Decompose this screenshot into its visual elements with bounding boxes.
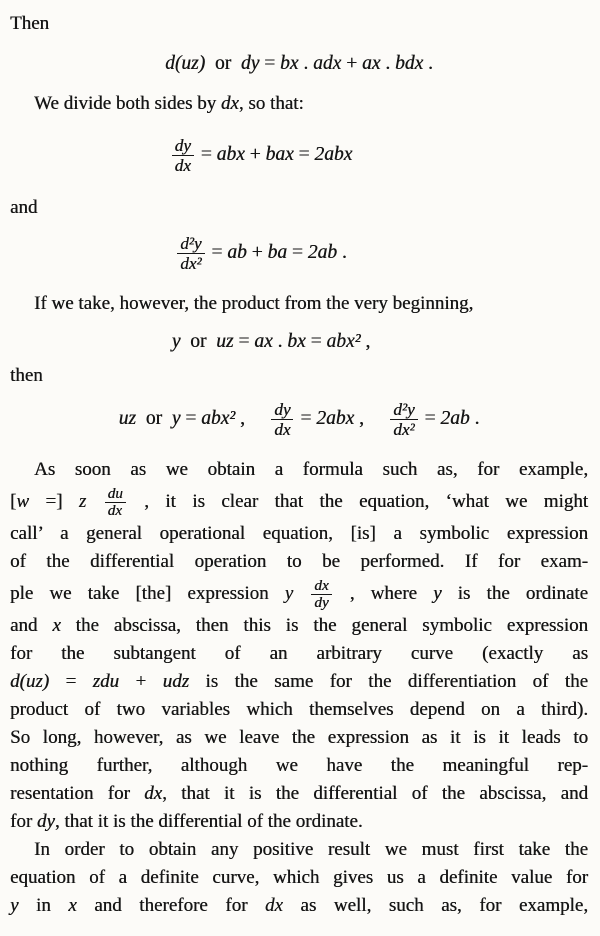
text-line xyxy=(10,520,588,548)
text-run: . xyxy=(272,331,288,352)
text-run: for the subtangent of an arbitrary curve (exactly as xyxy=(10,643,588,664)
text-line xyxy=(10,194,588,222)
math-variable: udz xyxy=(162,671,189,692)
text-run: . xyxy=(380,53,396,74)
text-run: then xyxy=(10,365,43,386)
fraction: $\frac{\text{d²y}}{\text{dx²}}$ xyxy=(388,400,419,439)
math-variable: adx xyxy=(313,53,342,74)
text-run: [ xyxy=(10,491,17,512)
text-line xyxy=(10,290,588,318)
text-line xyxy=(10,864,588,892)
text-run: + xyxy=(244,144,266,165)
text-line xyxy=(10,696,588,724)
text-run: , that it is the differential of the ordinate. xyxy=(54,811,363,832)
math-variable: z xyxy=(78,491,87,512)
math-variable: x xyxy=(68,895,77,916)
text-run: or xyxy=(180,331,217,352)
math-variable: abx xyxy=(216,144,245,165)
equation-line xyxy=(10,50,588,78)
text-line xyxy=(10,780,588,808)
text-line xyxy=(10,640,588,668)
fraction: $\frac{dy}{dx}$ xyxy=(269,400,295,439)
text-run: = xyxy=(180,408,202,429)
text-run: , that it is the differential of the abscissa, and xyxy=(162,783,589,804)
math-variable: 2ab xyxy=(440,408,470,429)
text-run: = xyxy=(49,671,93,692)
text-run: . xyxy=(337,242,347,263)
math-variable: dy xyxy=(36,811,55,832)
text-run: nothing further, although we have the meaningful rep- xyxy=(10,755,588,776)
text-line xyxy=(10,456,588,484)
text-run: =] xyxy=(29,491,79,512)
text-run: the abscissa, then this is the general symbolic expression xyxy=(60,615,588,636)
math-variable: bx xyxy=(280,53,299,74)
math-variable: 2abx xyxy=(314,144,353,165)
equation-line xyxy=(0,328,560,356)
math-variable: ax xyxy=(254,331,273,352)
text-run: , xyxy=(235,408,270,429)
math-variable: dx xyxy=(144,783,163,804)
text-run: , where xyxy=(333,583,434,604)
text-run: = xyxy=(287,242,308,263)
math-variable: y xyxy=(171,408,181,429)
math-variable: w xyxy=(16,491,30,512)
text-run: = xyxy=(419,408,441,429)
fraction: $\frac{\text{d²y}}{\text{dx²}}$ xyxy=(175,234,206,273)
text-run: or xyxy=(205,53,241,74)
fraction: $\frac{dx}{dy}$ xyxy=(309,578,333,611)
text-run: in xyxy=(18,895,69,916)
text-run: = xyxy=(295,408,317,429)
math-variable: uz xyxy=(216,331,234,352)
math-variable: abx² xyxy=(326,331,361,352)
text-run: + xyxy=(119,671,163,692)
fraction: $\frac{du}{dx}$ xyxy=(103,486,128,519)
text-run: So long, however, as we leave the expression as it is it leads to xyxy=(10,727,588,748)
text-run: and xyxy=(10,197,38,218)
math-variable: abx² xyxy=(201,408,236,429)
text-run: If we take, however, the product from the very beginning, xyxy=(34,293,474,314)
text-run: = xyxy=(293,144,315,165)
math-variable: dy xyxy=(240,53,260,74)
text-run: , so that: xyxy=(238,93,304,114)
text-run: and therefore for xyxy=(76,895,265,916)
text-run: + xyxy=(246,242,268,263)
math-variable: ax xyxy=(361,53,381,74)
text-line xyxy=(10,752,588,780)
math-variable: dx xyxy=(264,895,283,916)
text-run: of the differential operation to be performed. If for exam- xyxy=(10,551,588,572)
math-variable: bax xyxy=(265,144,294,165)
math-variable: bx xyxy=(287,331,306,352)
math-variable: zdu xyxy=(92,671,120,692)
text-line xyxy=(10,612,588,640)
text-run: . xyxy=(298,53,314,74)
text-run: = xyxy=(233,331,255,352)
text-run: resentation for xyxy=(10,783,145,804)
math-variable: 2ab xyxy=(307,242,338,263)
text-run: . xyxy=(423,53,433,74)
math-variable: y xyxy=(171,331,181,352)
math-variable: ba xyxy=(267,242,288,263)
text-run: equation of a definite curve, which gives us a definite value for xyxy=(10,867,588,888)
text-run: is the ordinate xyxy=(441,583,589,604)
text-run: As soon as we obtain a formula such as, for example, xyxy=(34,459,588,480)
text-line xyxy=(10,836,588,864)
math-variable: d(uz) xyxy=(10,671,50,692)
text-run: and xyxy=(10,615,53,636)
text-run: In order to obtain any positive result we must first take the xyxy=(34,839,588,860)
text-run: = xyxy=(195,144,217,165)
text-run: , xyxy=(360,331,371,352)
equation-line xyxy=(10,394,588,444)
text-run: , it is clear that the equation, ‘what we might xyxy=(127,491,589,512)
text-line xyxy=(10,362,588,390)
math-variable: y xyxy=(284,583,294,604)
text-line xyxy=(10,484,588,520)
text-run: is the same for the differentiation of the xyxy=(189,671,589,692)
math-variable: uz xyxy=(118,408,136,429)
text-run: = xyxy=(305,331,327,352)
text-run: . xyxy=(469,408,480,429)
text-run: = xyxy=(259,53,281,74)
text-line xyxy=(10,576,588,612)
text-run: product of two variables which themselves depend on a third). xyxy=(10,699,588,720)
text-line xyxy=(10,668,588,696)
math-variable: y xyxy=(433,583,442,604)
text-run: We divide both sides by xyxy=(34,93,221,114)
text-line xyxy=(10,90,588,118)
text-run: + xyxy=(341,53,362,74)
text-line xyxy=(10,724,588,752)
text-line xyxy=(10,548,588,576)
math-variable: 2abx xyxy=(316,408,355,429)
text-run xyxy=(86,491,102,512)
math-variable: dx xyxy=(220,93,239,114)
math-variable: bdx xyxy=(395,53,424,74)
text-run: as well, such as, for example, xyxy=(282,895,588,916)
text-run: call’ a general operational equation, [is] a symbolic expression xyxy=(10,523,588,544)
text-run: or xyxy=(135,408,172,429)
math-variable: d(uz) xyxy=(165,53,206,74)
equation-line xyxy=(0,130,550,180)
math-variable: y xyxy=(10,895,19,916)
text-run: = xyxy=(206,242,228,263)
text-run: ple we take [the] expression xyxy=(10,583,285,604)
text-run: , xyxy=(354,408,389,429)
text-run: for xyxy=(10,811,37,832)
text-line xyxy=(10,10,588,38)
math-variable: ab xyxy=(227,242,247,263)
text-line xyxy=(10,892,588,920)
text-line xyxy=(10,808,588,836)
math-variable: x xyxy=(52,615,61,636)
fraction: $\frac{dy}{dx}$ xyxy=(170,136,196,175)
text-run xyxy=(293,583,309,604)
equation-line xyxy=(0,228,550,278)
text-run: Then xyxy=(10,13,50,34)
